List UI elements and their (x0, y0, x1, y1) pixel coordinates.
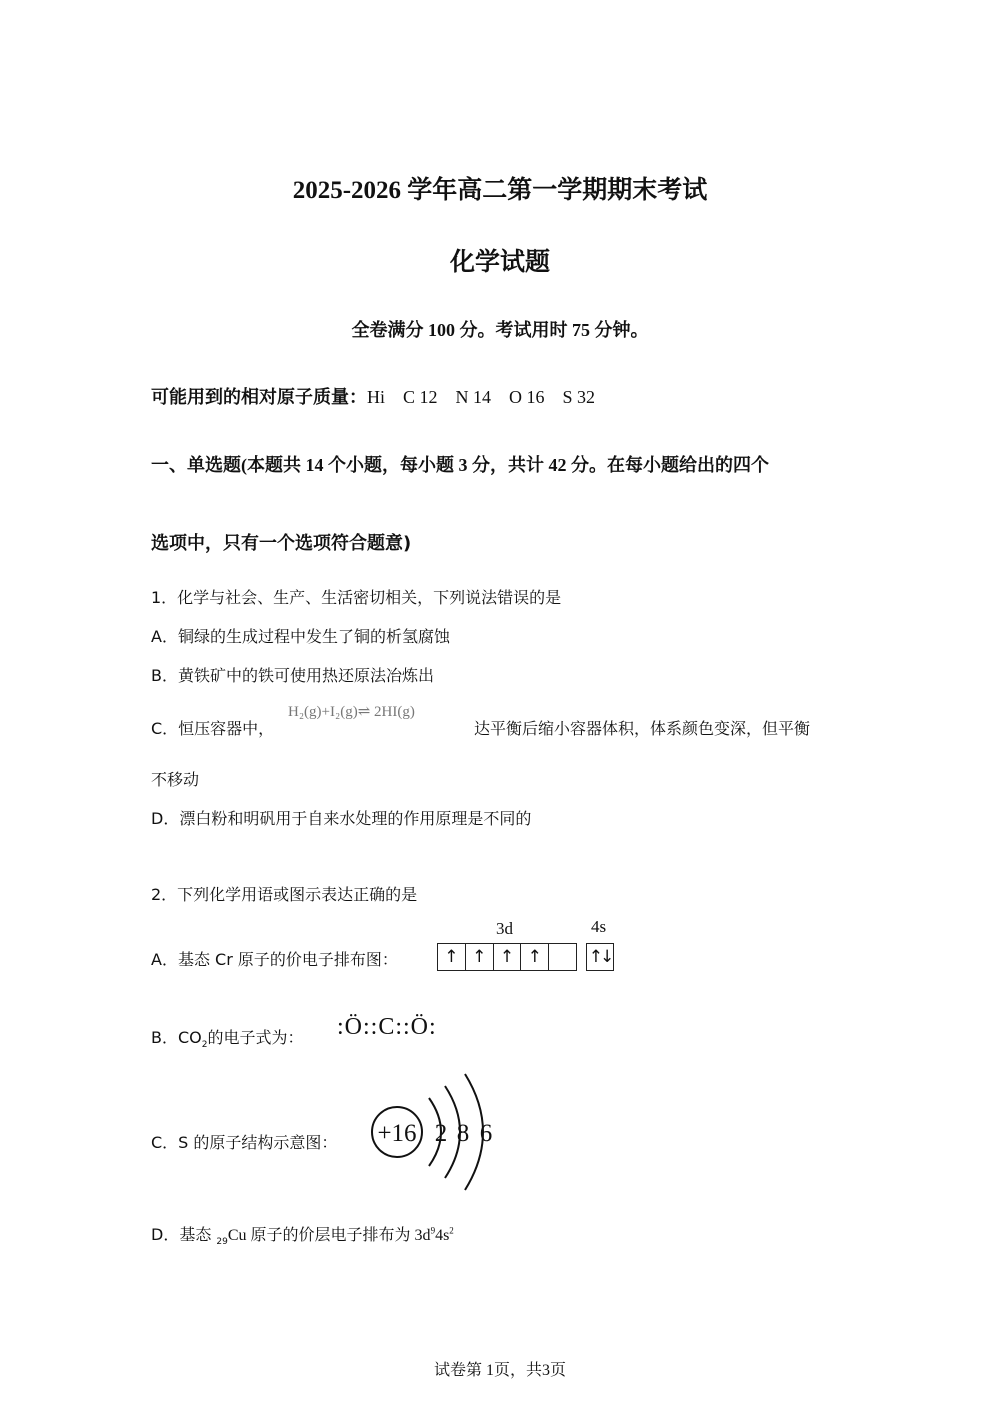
option-c-suffix: 达平衡后缩小容器体积，体系颜色变深，但平衡 (474, 719, 811, 738)
co2-electron-formula: :Ö::C::Ö: (337, 1014, 437, 1040)
option-b-subscript: 2 (201, 1040, 208, 1051)
question-2-option-d (151, 1222, 454, 1247)
section-heading-line2: 选项中，只有一个选项符合题意) (151, 533, 412, 554)
orbital-cell: ↑ (466, 944, 494, 970)
option-c-prefix: C．恒压容器中， (151, 719, 275, 738)
question-2-option-a: A．基态 Cr 原子的价电子排布图： (151, 950, 398, 969)
question-1-option-b: B．黄铁矿中的铁可使用热还原法冶炼出 (151, 666, 434, 685)
option-d-prefix: D．基态 (151, 1225, 217, 1244)
orbital-3d-box (437, 943, 577, 971)
question-2-stem: 2．下列化学用语或图示表达正确的是 (151, 885, 418, 904)
shell-electrons-1: 2 (434, 1120, 448, 1147)
question-1-option-c-cont: 不移动 (151, 770, 200, 789)
option-d-text-2: 4s (435, 1227, 450, 1244)
question-2-option-c: C．S 的原子结构示意图： (151, 1133, 338, 1152)
label-4s: 4s (591, 917, 607, 936)
label-3d: 3d (496, 919, 513, 938)
subject-title: 化学试题 (449, 247, 550, 276)
atomic-masses-values: Hi C 12 N 14 O 16 S 32 (367, 387, 596, 407)
orbital-cell (549, 944, 576, 970)
sulfur-atom-diagram (365, 1070, 505, 1195)
s-superscript: 2 (449, 1225, 454, 1236)
page-footer: 试卷第 1页，共3页 (433, 1362, 566, 1379)
cu-mass-number: 29 (216, 1237, 228, 1248)
atomic-masses-label: 可能用到的相对原子质量： (151, 387, 367, 408)
question-1-stem: 1．化学与社会、生产、生活密切相关，下列说法错误的是 (151, 588, 562, 607)
exam-info: 全卷满分 100 分。考试用时 75 分钟。 (351, 320, 649, 340)
question-1-option-c (151, 716, 274, 739)
orbital-cell: ↑ (494, 944, 522, 970)
nucleus-charge: +16 (377, 1120, 417, 1147)
orbital-cell: ↑↓ (588, 947, 612, 967)
equilibrium-equation: H₂(g)+I₂(g)⇌ 2HI(g) (288, 704, 415, 720)
question-1-option-d: D．漂白粉和明矾用于自来水处理的作用原理是不同的 (151, 809, 532, 828)
orbital-cell: ↑ (438, 944, 466, 970)
option-b-suffix: 的电子式为： (207, 1028, 304, 1047)
section-heading-line1: 一、单选题(本题共 14 个小题，每小题 3 分，共计 42 分。在每小题给出的四个 (151, 455, 769, 475)
shell-electrons-2: 8 (456, 1120, 470, 1147)
orbital-cell: ↑ (521, 944, 549, 970)
shell-electrons-3: 6 (479, 1120, 493, 1147)
atomic-masses (151, 383, 595, 409)
option-d-text: Cu 原子的价层电子排布为 3d (227, 1227, 431, 1244)
d-superscript: 9 (430, 1225, 436, 1236)
exam-title: 2025-2026 学年高二第一学期期末考试 (292, 177, 708, 204)
question-2-option-b (151, 1025, 304, 1050)
option-b-prefix: B．CO (151, 1028, 202, 1047)
question-1-option-a: A．铜绿的生成过程中发生了铜的析氢腐蚀 (151, 627, 450, 646)
orbital-4s-box (586, 943, 614, 971)
